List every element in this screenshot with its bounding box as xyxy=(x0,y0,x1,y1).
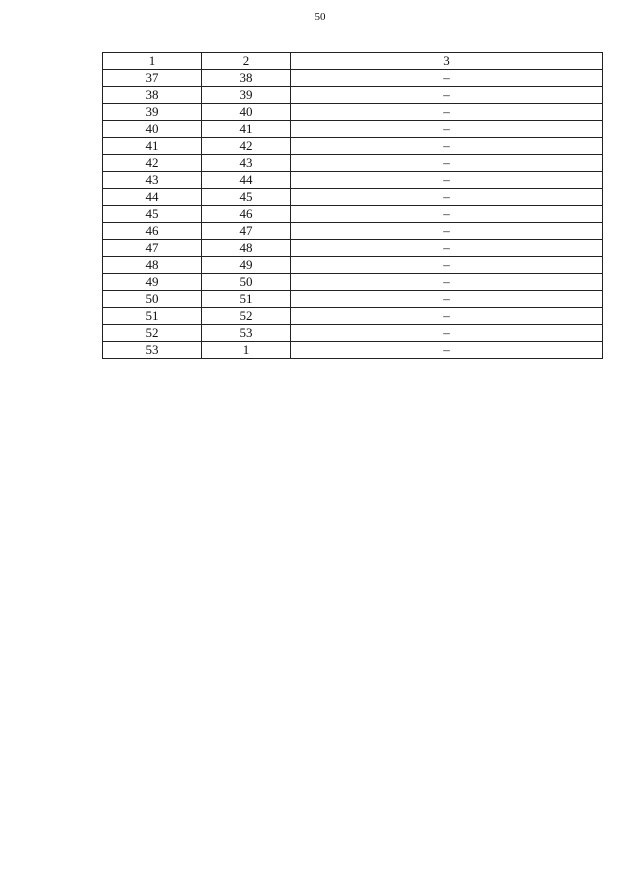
table-cell-col3: – xyxy=(291,189,603,206)
table-cell-col1: 47 xyxy=(103,240,202,257)
table-row xyxy=(103,206,603,223)
table-cell-col2: 44 xyxy=(202,172,291,189)
table-row xyxy=(103,223,603,240)
table-row xyxy=(103,70,603,87)
table-cell-col2: 47 xyxy=(202,223,291,240)
table-cell-col1: 51 xyxy=(103,308,202,325)
table-cell-col1: 38 xyxy=(103,87,202,104)
table-cell-col2: 48 xyxy=(202,240,291,257)
table-cell-col2: 52 xyxy=(202,308,291,325)
table-header xyxy=(103,53,603,70)
header-cell-1: 1 xyxy=(103,53,202,70)
table-body xyxy=(103,70,603,359)
table-cell-col1: 46 xyxy=(103,223,202,240)
table-cell-col3: – xyxy=(291,138,603,155)
header-cell-3: 3 xyxy=(291,53,603,70)
table-row xyxy=(103,308,603,325)
table-cell-col3: – xyxy=(291,87,603,104)
table-cell-col3: – xyxy=(291,240,603,257)
table-cell-col3: – xyxy=(291,155,603,172)
table-cell-col2: 51 xyxy=(202,291,291,308)
table-cell-col2: 43 xyxy=(202,155,291,172)
table-cell-col2: 49 xyxy=(202,257,291,274)
table-row xyxy=(103,274,603,291)
table-cell-col1: 53 xyxy=(103,342,202,359)
table-row xyxy=(103,138,603,155)
table-cell-col3: – xyxy=(291,121,603,138)
table-cell-col2: 41 xyxy=(202,121,291,138)
table-row xyxy=(103,104,603,121)
table-cell-col1: 42 xyxy=(103,155,202,172)
table-cell-col2: 38 xyxy=(202,70,291,87)
page-number: 50 xyxy=(314,11,326,23)
table-cell-col3: – xyxy=(291,70,603,87)
table-cell-col2: 42 xyxy=(202,138,291,155)
table-cell-col2: 39 xyxy=(202,87,291,104)
header-row xyxy=(103,53,603,70)
table-cell-col1: 44 xyxy=(103,189,202,206)
table-cell-col3: – xyxy=(291,325,603,342)
table-row xyxy=(103,291,603,308)
table-cell-col1: 40 xyxy=(103,121,202,138)
table-row xyxy=(103,257,603,274)
table-cell-col3: – xyxy=(291,223,603,240)
table-cell-col1: 49 xyxy=(103,274,202,291)
table-cell-col1: 37 xyxy=(103,70,202,87)
table-row xyxy=(103,172,603,189)
table-cell-col3: – xyxy=(291,274,603,291)
table-cell-col3: – xyxy=(291,172,603,189)
table-row xyxy=(103,342,603,359)
table-cell-col2: 53 xyxy=(202,325,291,342)
table-cell-col2: 40 xyxy=(202,104,291,121)
table-cell-col3: – xyxy=(291,257,603,274)
table-cell-col1: 48 xyxy=(103,257,202,274)
data-table xyxy=(102,52,603,359)
table-row xyxy=(103,121,603,138)
table-cell-col3: – xyxy=(291,342,603,359)
table-cell-col2: 45 xyxy=(202,189,291,206)
table-cell-col1: 41 xyxy=(103,138,202,155)
table-row xyxy=(103,87,603,104)
table-row xyxy=(103,189,603,206)
table-cell-col1: 52 xyxy=(103,325,202,342)
table-cell-col1: 50 xyxy=(103,291,202,308)
table-row xyxy=(103,155,603,172)
table-cell-col3: – xyxy=(291,291,603,308)
table-cell-col1: 45 xyxy=(103,206,202,223)
table-cell-col2: 46 xyxy=(202,206,291,223)
table-cell-col1: 43 xyxy=(103,172,202,189)
table-cell-col3: – xyxy=(291,104,603,121)
table-cell-col1: 39 xyxy=(103,104,202,121)
table-cell-col3: – xyxy=(291,308,603,325)
table-row xyxy=(103,325,603,342)
header-cell-2: 2 xyxy=(202,53,291,70)
table-row xyxy=(103,240,603,257)
table-cell-col3: – xyxy=(291,206,603,223)
table-cell-col2: 50 xyxy=(202,274,291,291)
table-cell-col2: 1 xyxy=(202,342,291,359)
